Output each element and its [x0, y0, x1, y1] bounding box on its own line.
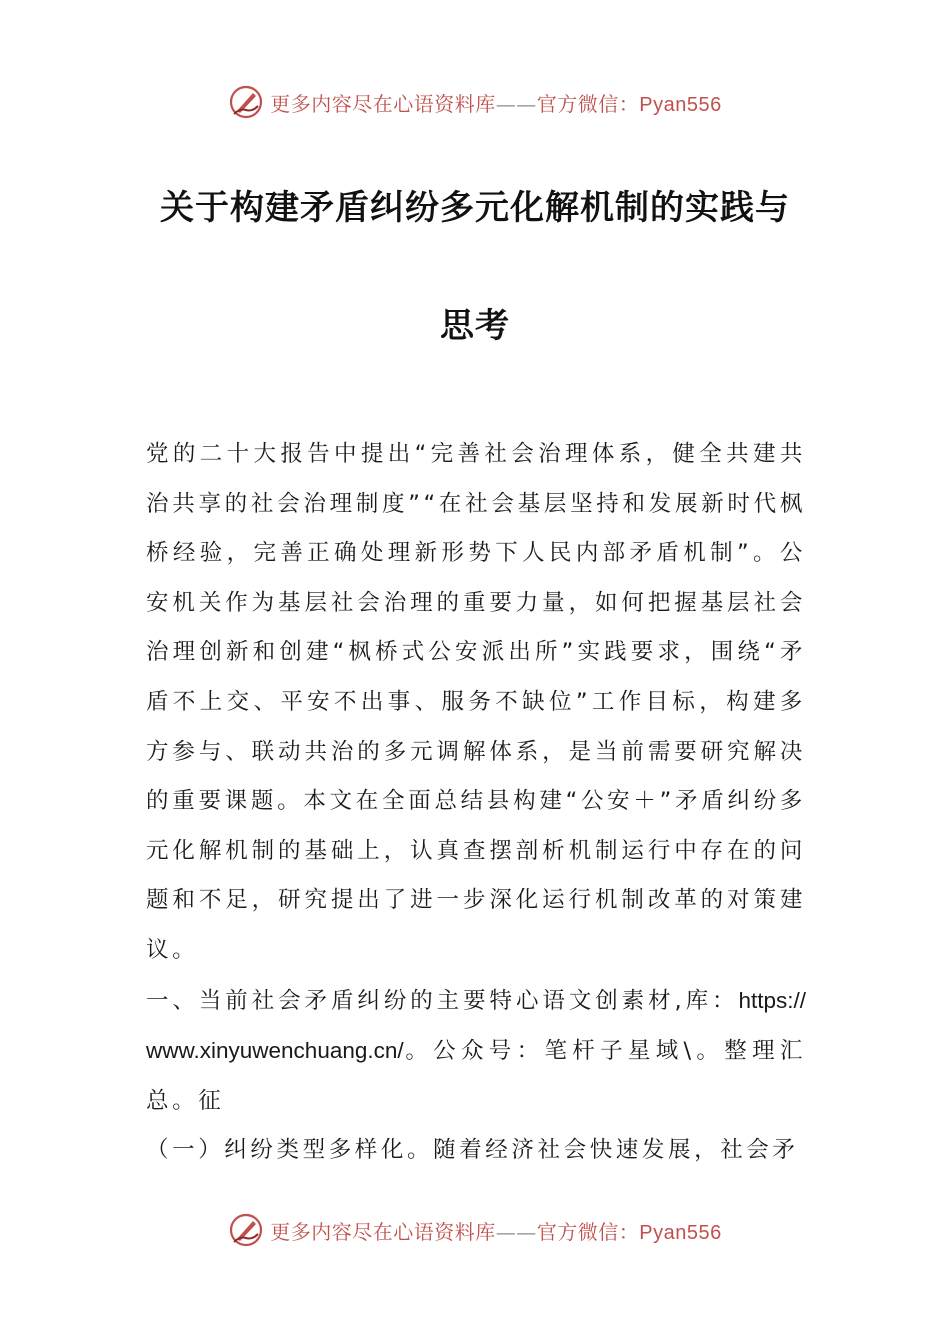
footer-banner-text: 更多内容尽在心语资料库——官方微信：Pyan556 — [270, 1219, 722, 1244]
website-link[interactable]: https://www.xinyuwenchuang.cn/ — [146, 987, 806, 1064]
subsection-paragraph: （一）纠纷类型多样化。随着经济社会快速发展，社会矛 — [146, 1137, 799, 1164]
quill-logo-icon — [228, 1212, 264, 1248]
document-title-line1: 关于构建矛盾纠纷多元化解机制的实践与 — [160, 188, 790, 228]
footer-banner — [0, 1210, 950, 1250]
header-banner — [0, 82, 950, 122]
section-heading-1: 一、当前社会矛盾纠纷的主要特心语文创素材,库：https://www.xinyuwenchuang.cn/。公众号：笔杆子星域\。整理汇总。征 — [146, 987, 806, 1114]
document-title-line2: 思考 — [440, 306, 510, 346]
quill-logo-icon — [228, 84, 264, 120]
document-body — [146, 430, 806, 1176]
header-banner-text: 更多内容尽在心语资料库——官方微信：Pyan556 — [270, 91, 722, 116]
intro-paragraph: 党的二十大报告中提出“完善社会治理体系，健全共建共治共享的社会治理制度”“在社会基层坚持和发展新时代枫桥经验，完善正确处理新形势下人民内部矛盾机制”。公安机关作为基层社会治理的重要力量，如何把握基层社会治理创新和创建“枫桥式公安派出所”实践要求，围绕“矛盾不上交、平安不出事、服务不缺位”工作目标，构建多方参与、联动共治的多元调解体系，是当前需要研究解决的重要课题。本文在全面总结县构建“公安＋”矛盾纠纷多元化解机制的基础上，认真查摆剖析机制运行中存在的问题和不足，研究提出了进一步深化运行机制改革的对策建议。 — [146, 441, 806, 963]
